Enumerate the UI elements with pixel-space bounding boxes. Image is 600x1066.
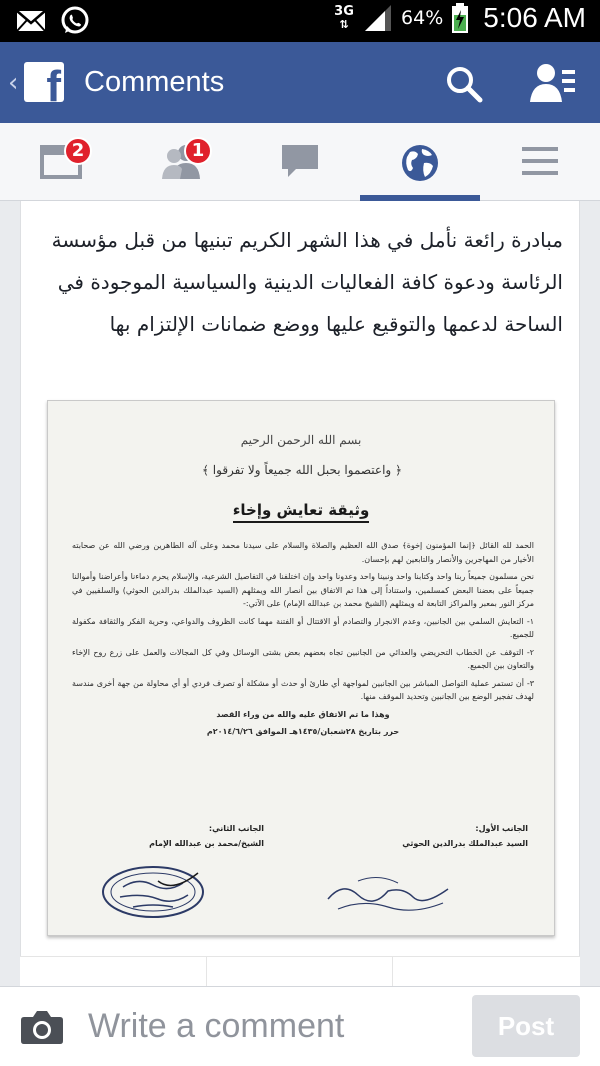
network-indicator: 3G ⇅ [334, 4, 354, 31]
doc-item-2: ٢- التوقف عن الخطاب التحريضي والعدائي من الجانبين تجاه بعضهم بعض بشتى الوسائل وفي كل المجالات والعمل على زرع روح الإخاء والتعاون بين الجميع. [72, 647, 534, 670]
facebook-logo-icon[interactable]: f [24, 62, 64, 102]
doc-closing: وهذا ما تم الاتفاق عليه والله من وراء القصد [216, 709, 390, 719]
friends-list-icon[interactable] [530, 62, 576, 104]
post-button[interactable]: Post [472, 995, 580, 1057]
tab-bar [0, 123, 600, 201]
clock: 5:06 AM [483, 2, 586, 33]
mail-icon [16, 9, 46, 33]
signal-icon [363, 3, 393, 33]
globe-icon [400, 143, 440, 183]
doc-date: حرر بتاريخ ٢٨شعبان/١٤٣٥هـ الموافق ٢٠١٤/٦/٢٦م [206, 727, 400, 736]
menu-icon [520, 143, 560, 179]
doc-intro: الحمد لله القائل ﴿إنما المؤمنون إخوة﴾ صدق الله العظيم والصلاة والسلام على سيدنا محمد وعلى آله الطاهرين ورضي الله عن صحابته الأخيار من المهاجرين والأنصار والتابعين لهم بإحسان. [72, 541, 534, 564]
doc-item-1: ١- التعايش السلمي بين الجانبين، وعدم الانجرار والتصادم أو الاقتتال أو الفتنة مهما كانت الظروف والدواعي، وحرية الفكر والثقافة مكفولة للجميع. [72, 616, 534, 639]
signature [318, 869, 458, 919]
doc-verse: ﴿ واعتصموا بحبل الله جميعاً ولا تفرقوا ﴾ [201, 463, 403, 477]
tab-news-feed[interactable] [0, 123, 120, 201]
whatsapp-icon [60, 6, 90, 36]
comment-composer [0, 986, 600, 1066]
post-actions-row [20, 956, 580, 986]
doc-paragraph: نحن مسلمون جميعاً ربنا واحد وكتابنا واحد ونبينا واحد وعدونا واحد وإن اختلفنا في التفاصيل الشرعية، والإسلام يحرم دماءنا وأعراضنا وأموالنا جميعاً على بعضنا البعض كمسلمين، واستناداً إلى هذا تم الاتفاق بين أنصار الله ويمثلهم (السيد عبدالملك بدرالدين الحوثي) والسلفيين في مركز النور بمعبر والمراكز التابعة له ويمثلهم (الشيخ محمد بن عبدالله الإمام) على الآتي:- [72, 572, 534, 608]
doc-item-3: ٣- أن تستمر عملية التواصل المباشر بين الجانبين لمواجهة أي طارئ أو حدث أو مشكلة أو تصرف فردي أو أي محاولة من جهة أخرى مندسة لهدف تفجير الوضع بين الجانبين وتحديد الموقف منها. [72, 678, 534, 701]
messages-icon [280, 143, 320, 181]
battery-percent: 64% [401, 7, 444, 29]
status-bar [0, 0, 600, 42]
doc-heading: وثيقة تعايش وإخاء [48, 501, 554, 519]
post-image-document[interactable] [47, 400, 555, 936]
battery-charging-icon [451, 2, 469, 34]
post-text: مبادرة رائعة نأمل في هذا الشهر الكريم تبنيها من قبل مؤسسة الرئاسة ودعوة كافة الفعاليات الدينية والسياسية الموجودة في الساحة لدعمها والتوقيع عليها ووضع ضمانات الإلتزام بها [51, 228, 563, 336]
app-header [0, 42, 600, 123]
stamp-seal [98, 863, 208, 921]
search-icon[interactable] [444, 64, 484, 104]
doc-side-one: الجانب الأول: السيد عبدالملك بدرالدين الحوثي [402, 824, 528, 848]
back-chevron-icon[interactable]: ‹ [8, 68, 19, 98]
tab-messages[interactable] [240, 123, 360, 201]
news-feed-badge: 2 [64, 137, 92, 165]
tab-more[interactable] [480, 123, 600, 201]
camera-icon[interactable] [20, 1009, 64, 1045]
comment-input[interactable] [88, 999, 458, 1053]
page-title: Comments [84, 66, 225, 98]
tab-friend-requests[interactable] [120, 123, 240, 201]
post-card [20, 201, 580, 956]
doc-side-two: الجانب الثاني: الشيخ/محمد بن عبدالله الإمام [149, 824, 264, 848]
friend-requests-badge: 1 [184, 137, 212, 165]
doc-basmala: بسم الله الرحمن الرحيم [240, 433, 362, 447]
tab-notifications[interactable] [360, 123, 480, 201]
doc-body [72, 539, 534, 743]
